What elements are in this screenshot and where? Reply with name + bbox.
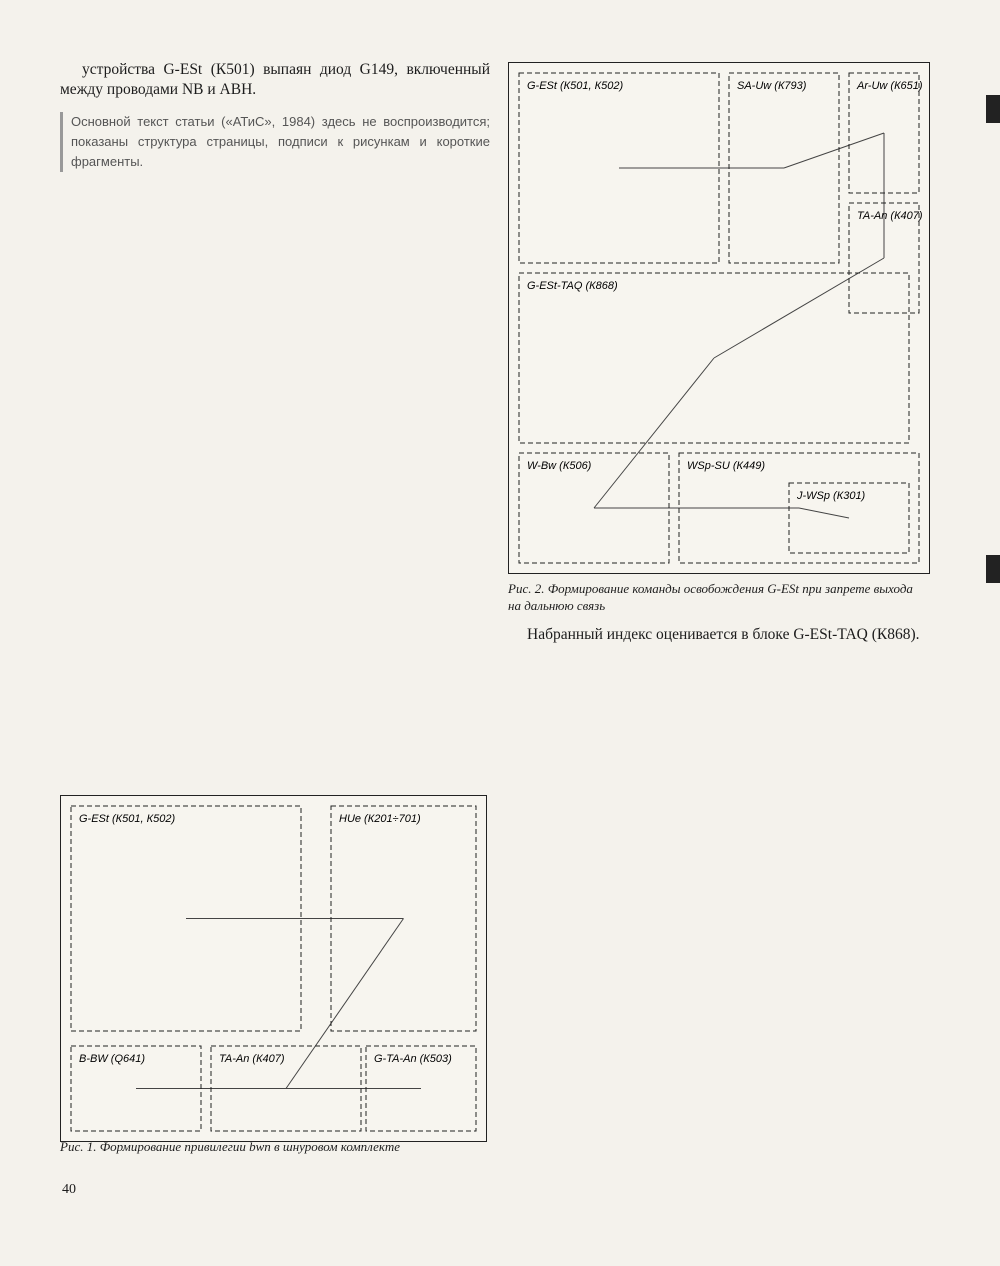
- schematic-block-label: G-ESt (К501, К502): [79, 813, 176, 825]
- schematic-block-label: J-WSp (К301): [797, 490, 866, 502]
- schematic-block-label: G-ESt (К501, К502): [527, 80, 624, 92]
- schematic-diagram-1: [61, 796, 486, 1141]
- editor-note: Основной текст статьи («АТиС», 1984) здесь не воспроизводится; показаны структура страницы, подписи к рисункам и короткие фрагменты.: [60, 112, 490, 172]
- figure-1-schematic: [60, 795, 487, 1142]
- schematic-block-label: HUe (К201÷701): [339, 813, 421, 825]
- schematic-block-label: TA-An (К407): [219, 1053, 285, 1065]
- figure-2-schematic: [508, 62, 930, 574]
- schematic-wire: [594, 358, 714, 508]
- schematic-block-label: WSp-SU (К449): [687, 460, 765, 472]
- schematic-block-label: W-Bw (К506): [527, 460, 592, 472]
- schematic-wire: [799, 508, 849, 518]
- text-excerpt-left: устройства G-ESt (К501) выпаян диод G149, включенный между проводами NB и ABH.: [60, 61, 490, 98]
- page-number: 40: [62, 1182, 76, 1197]
- figure-1-caption: Рис. 1. Формирование привилегии bwn в шнуровом комплекте: [60, 1139, 400, 1154]
- article-column-right: [505, 625, 925, 655]
- schematic-block-label: G-ESt-TAQ (К868): [527, 280, 618, 292]
- schematic-block-label: SA-Uw (К793): [737, 80, 807, 92]
- text-excerpt-right: Набранный индекс оценивается в блоке G-ESt-TAQ (К868).: [527, 626, 920, 643]
- schematic-wire: [784, 133, 884, 168]
- schematic-block-label: G-TA-An (К503): [374, 1053, 452, 1065]
- figure-2-caption: Рис. 2. Формирование команды освобождения G-ESt при запрете выхода на дальнюю связь: [508, 581, 913, 613]
- schematic-block-label: TA-An (К407): [857, 210, 923, 222]
- schematic-diagram-2: [509, 63, 929, 573]
- edge-tab-mark: [986, 95, 1000, 123]
- edge-tab-mark: [986, 555, 1000, 583]
- schematic-block-label: Ar-Uw (К651): [857, 80, 923, 92]
- article-column-left: [60, 60, 490, 172]
- schematic-block-label: B-BW (Q641): [79, 1053, 146, 1065]
